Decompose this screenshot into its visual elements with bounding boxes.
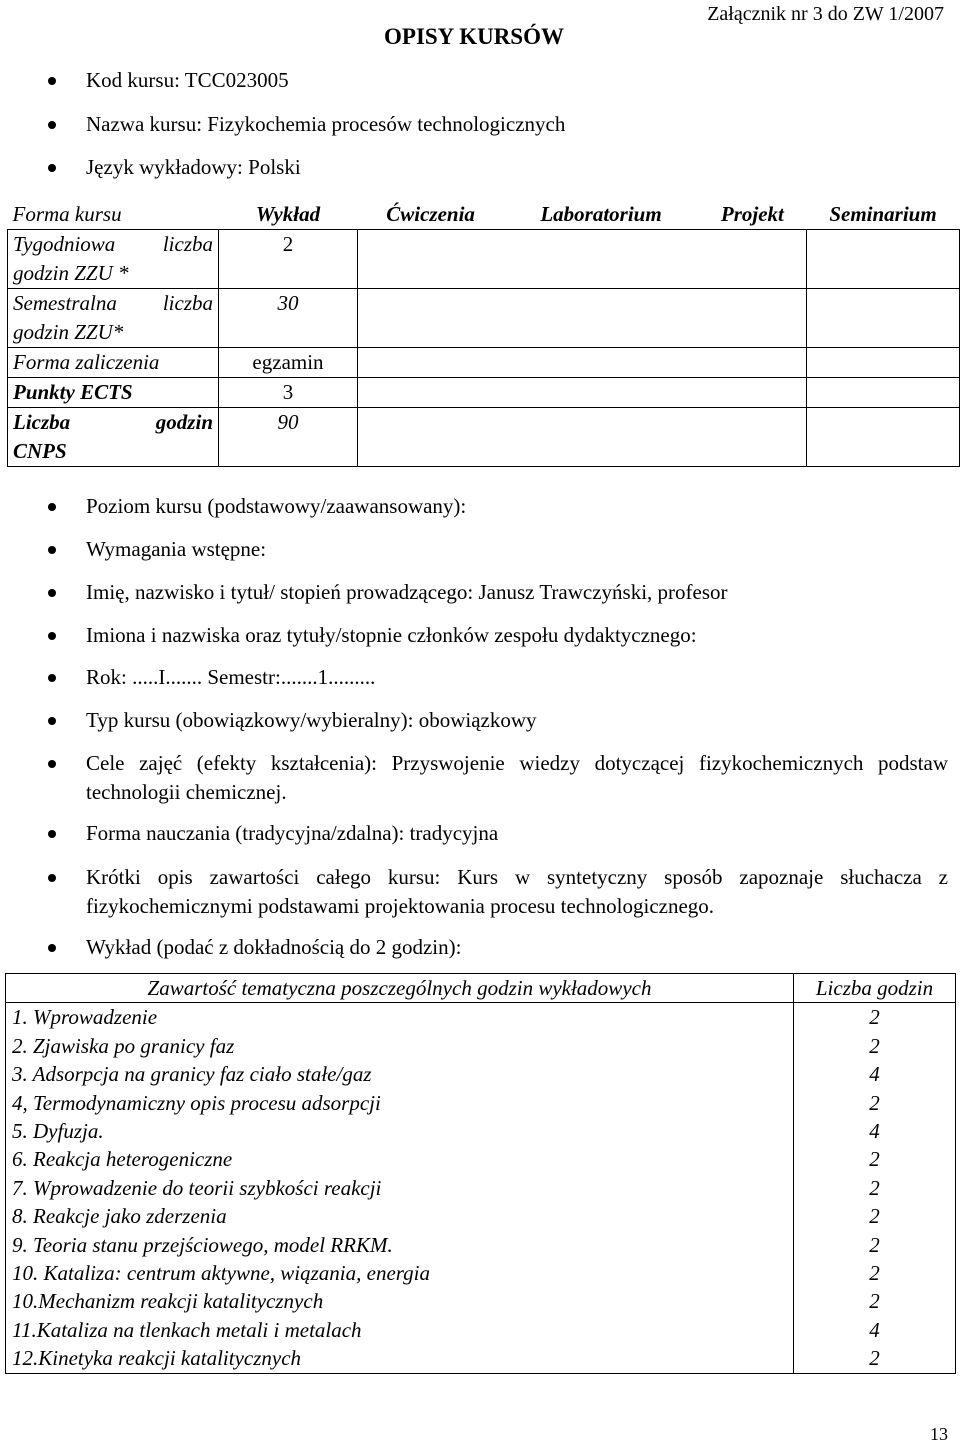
course-code: Kod kursu: TCC023005 (86, 66, 289, 95)
course-form-table (7, 200, 960, 467)
lecturer: Imię, nazwisko i tytuł/ stopień prowadzącego: Janusz Trawczyński, profesor (86, 578, 728, 607)
topic-list (12, 1003, 787, 1372)
lecture-hours: 2 (869, 1204, 880, 1229)
teaching-form: Forma nauczania (tradycyjna/zdalna): tradycyjna (86, 819, 498, 848)
row-label-line: Semestralna liczba (13, 291, 213, 315)
empty-cell (807, 408, 960, 467)
empty-cell (358, 289, 807, 348)
hours-column (794, 1003, 956, 1373)
course-level: Poziom kursu (podstawowy/zaawansowany): (86, 492, 466, 521)
row-value-lecture: 2 (219, 230, 358, 289)
form-row-ects (8, 378, 960, 408)
lecture-intro: Wykład (podać z dokładnością do 2 godzin): (86, 933, 461, 962)
lecture-table (5, 973, 956, 1374)
lecture-topic: 3. Adsorpcja na granicy faz ciało stałe/gaz (12, 1062, 372, 1087)
page-title: OPISY KURSÓW (384, 24, 564, 49)
row-label: Punkty ECTS (8, 378, 219, 408)
header-cell-project: Projekt (720, 202, 784, 226)
year-semester: Rok: .....I....... Semestr:.......1......... (86, 663, 375, 692)
lecture-hours: 2 (869, 1261, 880, 1286)
row-label-line: godzin ZZU* (13, 320, 124, 344)
annex-label: Załącznik nr 3 do ZW 1/2007 (707, 3, 944, 25)
lecture-topic: 1. Wprowadzenie (12, 1005, 158, 1030)
row-value-lecture: 3 (219, 378, 358, 408)
lecture-topic: 7. Wprowadzenie do teorii szybkości reakcji (12, 1175, 382, 1200)
course-type: Typ kursu (obowiązkowy/wybieralny): obowiązkowy (86, 706, 537, 735)
header-cell-seminar: Seminarium (829, 202, 937, 226)
lecture-hours: 2 (869, 1090, 880, 1115)
row-value-lecture: 30 (219, 289, 358, 348)
row-label (8, 289, 219, 348)
lecture-topic: 8. Reakcje jako zderzenia (12, 1204, 227, 1229)
lecture-hours: 2 (869, 1346, 880, 1371)
form-row-cnps (8, 408, 960, 467)
lecture-hours: 2 (869, 1232, 880, 1257)
course-language: Język wykładowy: Polski (86, 153, 301, 182)
lecture-topic: 6. Reakcja heterogeniczne (12, 1147, 233, 1172)
header-cell-exercises: Ćwiczenia (386, 202, 475, 226)
lecture-hours: 4 (869, 1062, 880, 1087)
empty-cell (358, 378, 807, 408)
lecture-hours: 2 (869, 1005, 880, 1030)
row-label (8, 408, 219, 467)
lecture-hours: 2 (869, 1175, 880, 1200)
form-row-weekly-hours (8, 230, 960, 289)
lecture-hours: 4 (869, 1119, 880, 1144)
header-cell-laboratory: Laboratorium (540, 202, 662, 226)
header-topic: Zawartość tematyczna poszczególnych godzin wykładowych (6, 974, 794, 1003)
teaching-team: Imiona i nazwiska oraz tytuły/stopnie członków zespołu dydaktycznego: (86, 621, 697, 650)
lecture-table-body (6, 1003, 956, 1373)
empty-cell (807, 289, 960, 348)
empty-cell (807, 348, 960, 378)
header-hours: Liczba godzin (794, 974, 956, 1003)
lecture-hours: 2 (869, 1289, 880, 1314)
lecture-hours: 2 (869, 1033, 880, 1058)
lecture-topic: 4, Termodynamiczny opis procesu adsorpcji (12, 1090, 381, 1115)
lecture-topic: 2. Zjawiska po granicy faz (12, 1033, 235, 1058)
lecture-topic: 11.Kataliza na tlenkach metali i metalach (12, 1317, 362, 1342)
empty-cell (807, 378, 960, 408)
row-label: Forma zaliczenia (8, 348, 219, 378)
empty-cell (358, 348, 807, 378)
form-row-semester-hours (8, 289, 960, 348)
lecture-topic: 12.Kinetyka reakcji katalitycznych (12, 1346, 302, 1371)
row-label-line: godzin ZZU * (13, 261, 129, 285)
row-label-line: Tygodniowa liczba (13, 232, 213, 256)
row-label-line: Liczba godzin (13, 410, 213, 434)
hours-list (800, 1003, 949, 1372)
form-table-header (8, 200, 960, 230)
lecture-table-header (6, 974, 956, 1003)
header-cell-form: Forma kursu (12, 202, 122, 226)
row-value-lecture: egzamin (219, 348, 358, 378)
course-summary: Krótki opis zawartości całego kursu: Kurs w syntetyczny sposób zapoznaje słuchacza z fizykochemicznymi podstawami projektowania procesu technologicznego. (86, 863, 948, 921)
row-label-line: CNPS (13, 439, 67, 463)
row-value-lecture: 90 (219, 408, 358, 467)
lecture-hours: 2 (869, 1147, 880, 1172)
empty-cell (807, 230, 960, 289)
lecture-topic: 10. Kataliza: centrum aktywne, wiązania, energia (12, 1261, 431, 1286)
empty-cell (358, 408, 807, 467)
header-cell-lecture: Wykład (255, 202, 321, 226)
lecture-hours: 4 (869, 1317, 880, 1342)
lecture-topic: 9. Teoria stanu przejściowego, model RRKM. (12, 1232, 393, 1257)
form-row-assessment (8, 348, 960, 378)
empty-cell (358, 230, 807, 289)
page-number: 13 (930, 1424, 948, 1444)
row-label (8, 230, 219, 289)
course-objectives: Cele zajęć (efekty kształcenia): Przyswojenie wiedzy dotyczącej fizykochemicznych podstaw technologii chemicznej. (86, 749, 948, 807)
prerequisites: Wymagania wstępne: (86, 535, 266, 564)
course-name: Nazwa kursu: Fizykochemia procesów technologicznych (86, 110, 565, 139)
lecture-topic: 5. Dyfuzja. (12, 1119, 104, 1144)
lecture-topic: 10.Mechanizm reakcji katalitycznych (12, 1289, 324, 1314)
topic-column (6, 1003, 794, 1373)
